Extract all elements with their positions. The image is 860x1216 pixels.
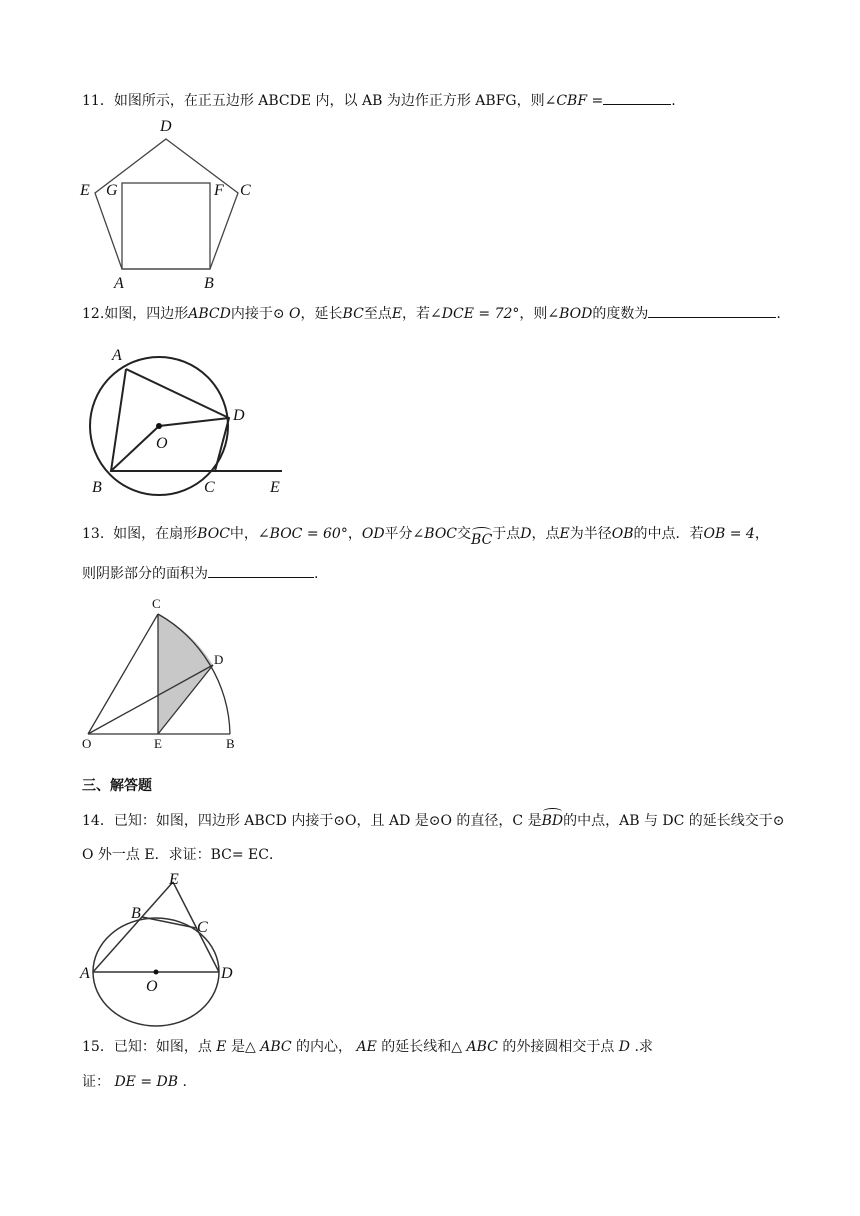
- q13-m8: OB: [611, 526, 634, 542]
- q13-t8: 为半径: [569, 526, 612, 542]
- q13-answer-blank[interactable]: [208, 563, 314, 578]
- q15-text-line2: [82, 1072, 187, 1092]
- q12-number: 12.: [82, 306, 105, 322]
- label-d: D: [221, 965, 233, 982]
- q12-figure-circle: [86, 340, 296, 500]
- label-e: E: [169, 871, 179, 888]
- label-o: O: [82, 736, 92, 751]
- segment-od: [88, 665, 213, 734]
- q13-m1: BOC: [197, 526, 230, 542]
- center-point-o: [156, 423, 162, 429]
- label-b: B: [92, 479, 102, 496]
- q13-text-line1: [82, 524, 769, 548]
- label-c: C: [197, 919, 208, 936]
- q13-t6: 于点: [492, 526, 521, 542]
- q13-t9: 的中点．若: [633, 526, 704, 542]
- q14-text-line2: [82, 845, 283, 865]
- label-f: F: [214, 182, 224, 199]
- q14-text-line1: [82, 811, 785, 831]
- q13-arc-bc: BC: [471, 532, 493, 548]
- q15-line2-m: DE = DB: [114, 1074, 179, 1090]
- q13-t3: ，: [347, 526, 362, 542]
- q15-t3: 的内心，: [296, 1039, 353, 1055]
- q15-t2: 是△: [230, 1039, 256, 1055]
- q12-t4: 至点: [363, 306, 392, 322]
- q13-t10: ，: [754, 526, 769, 542]
- q13-t1: 如图，在扇形: [113, 526, 198, 542]
- q14-line1-a: 已知：如图，四边形 ABCD 内接于⊙O，且 AD 是⊙O 的直径，C 是: [113, 813, 542, 829]
- q12-m3: BC: [342, 306, 364, 322]
- q15-m3: AE: [356, 1039, 377, 1055]
- q13-t2: 中，: [229, 526, 258, 542]
- q13-m3: OD: [361, 526, 385, 542]
- segment-bo: [111, 426, 159, 471]
- line-de: [173, 882, 219, 972]
- q15-t4: 的延长线和△: [381, 1039, 463, 1055]
- q12-t1: 如图，四边形: [104, 306, 189, 322]
- label-d: D: [214, 652, 224, 667]
- q14-number: 14．: [82, 813, 114, 829]
- q12-m2: ⊙ O: [272, 306, 301, 322]
- q13-period: .: [314, 566, 319, 582]
- label-a: A: [114, 275, 124, 292]
- label-a: A: [112, 347, 122, 364]
- label-d: D: [233, 407, 245, 424]
- radius-oc: [88, 614, 158, 734]
- label-b: B: [226, 736, 235, 751]
- q15-text-line1: [82, 1037, 653, 1057]
- q11-answer-blank[interactable]: [603, 90, 671, 105]
- label-e: E: [270, 479, 280, 496]
- label-b: B: [204, 275, 214, 292]
- q14-figure-circle: [80, 870, 240, 1030]
- q13-m6: D: [520, 526, 532, 542]
- q15-line2-end: .: [182, 1074, 187, 1090]
- q13-t5: 交: [457, 526, 472, 542]
- label-a: A: [80, 965, 90, 982]
- q12-answer-blank[interactable]: [648, 303, 776, 318]
- label-b: B: [131, 905, 141, 922]
- q12-t5: ，若: [402, 306, 431, 322]
- q13-line2: 则阴影部分的面积为: [82, 566, 208, 582]
- label-o: O: [146, 978, 158, 995]
- section-title: 三、解答题: [82, 778, 152, 794]
- q12-t6: ，则: [519, 306, 548, 322]
- q13-m7: E: [559, 526, 570, 542]
- q11-statement: 如图所示，在正五边形 ABCDE 内，以 AB 为边作正方形 ABFG，则: [113, 93, 545, 109]
- q13-text-line2: [82, 563, 318, 584]
- q11-period: .: [671, 93, 676, 109]
- q15-line2-t: 证：: [82, 1074, 110, 1090]
- q15-t5: 的外接圆相交于点: [502, 1039, 615, 1055]
- q11-text: [82, 90, 676, 111]
- label-c: C: [204, 479, 215, 496]
- q12-m4: E: [391, 306, 403, 322]
- q14-line2: O 外一点 E．求证：BC= EC．: [82, 847, 283, 863]
- q15-m5: D: [618, 1039, 631, 1055]
- line-ae: [93, 882, 173, 972]
- label-o: O: [156, 435, 168, 452]
- q11-figure-pentagon: [78, 114, 268, 294]
- q12-m5: ∠DCE = 72°: [430, 306, 520, 322]
- q15-number: 15．: [82, 1039, 114, 1055]
- label-d: D: [160, 118, 172, 135]
- q12-t2: 内接于: [230, 306, 273, 322]
- q13-m4: ∠BOC: [412, 526, 458, 542]
- q11-number: 11．: [82, 93, 114, 109]
- q15-t6: .求: [634, 1039, 653, 1055]
- q14-line1-b: 的中点，AB 与 DC 的延长线交于⊙: [563, 813, 785, 829]
- q15-m4: ABC: [466, 1039, 498, 1055]
- q12-text: [82, 303, 781, 324]
- q13-figure-sector: [78, 594, 258, 754]
- q13-m2: ∠BOC = 60°: [257, 526, 348, 542]
- label-c: C: [152, 596, 161, 611]
- q12-m1: ABCD: [188, 306, 231, 322]
- q12-t7: 的度数为: [592, 306, 649, 322]
- q13-t7: ，点: [531, 526, 560, 542]
- square-abfg: [122, 183, 210, 269]
- label-e: E: [80, 182, 90, 199]
- q11-math: ∠CBF =: [544, 93, 604, 109]
- q14-arc-bd: BD: [541, 813, 564, 829]
- shaded-region: [158, 614, 213, 734]
- q12-period: .: [776, 306, 781, 322]
- q15-m1: E: [216, 1039, 227, 1055]
- q15-m2: ABC: [260, 1039, 292, 1055]
- q15-t1: 已知：如图，点: [113, 1039, 212, 1055]
- label-c: C: [240, 182, 251, 199]
- center-point-o: [154, 970, 159, 975]
- q13-m9: OB = 4: [703, 526, 755, 542]
- q12-m6: ∠BOD: [547, 306, 593, 322]
- pentagon-abcde: [95, 139, 238, 269]
- segment-od: [159, 418, 229, 426]
- q12-t3: ，延长: [300, 306, 343, 322]
- q13-t4: 平分: [384, 526, 413, 542]
- label-g: G: [106, 182, 118, 199]
- label-e: E: [154, 736, 162, 751]
- q13-number: 13.: [82, 526, 105, 542]
